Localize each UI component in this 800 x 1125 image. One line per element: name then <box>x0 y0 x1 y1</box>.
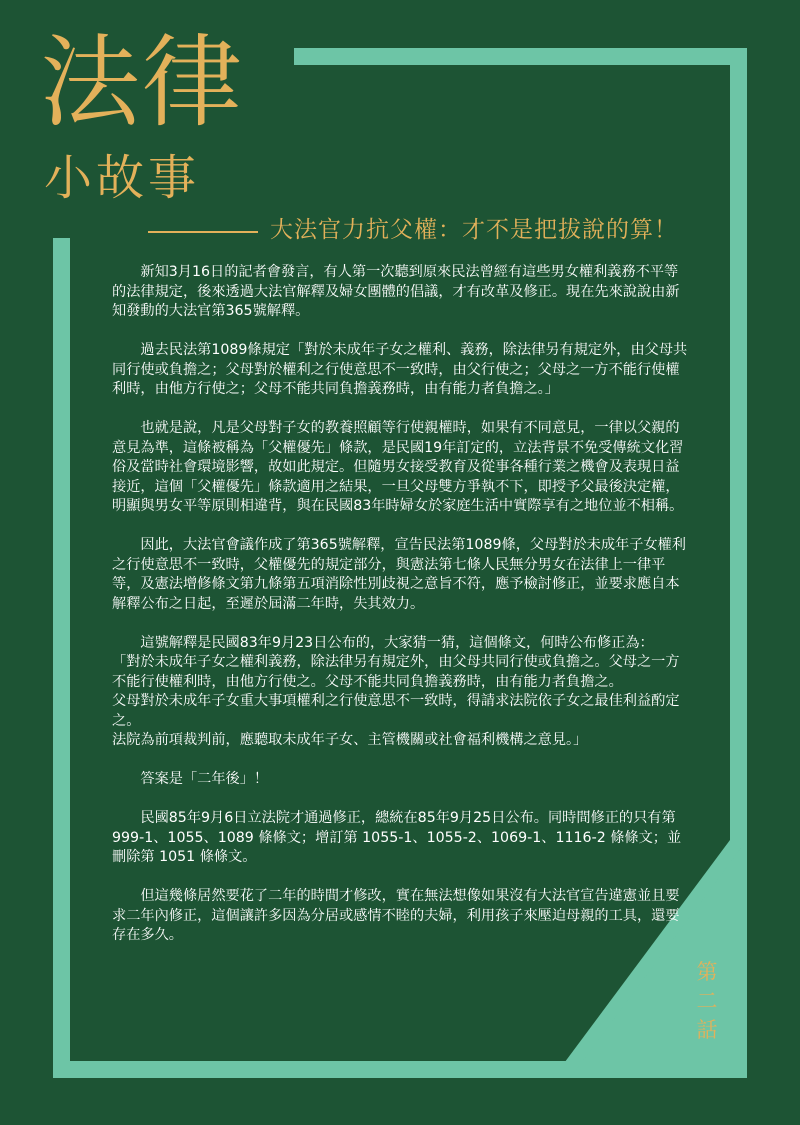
quote-line-2: 父母對於未成年子女重大事項權利之行使意思不一致時，得請求法院依子女之最佳利益酌定之。 <box>112 693 680 729</box>
episode-label <box>693 958 721 1045</box>
paragraph-amendment: 民國85年9月6日立法院才通過修正，總統在85年9月25日公布。同時間修正的只有第999-1、1055、1089 條條文；增訂第 1055-1、1055-2、1069-1、1116-2 條條文；並刪除第 1051 條條文。 <box>112 810 682 865</box>
episode-char-2: 二 <box>696 989 718 1013</box>
title-sub: 小故事 <box>44 150 201 206</box>
episode-char-1: 第 <box>696 960 718 984</box>
answer-paragraph: 答案是「二年後」！ <box>140 771 269 787</box>
article-body <box>112 263 690 965</box>
title-main: 法律 <box>40 24 244 141</box>
headline-dash <box>148 231 258 233</box>
episode-char-3: 話 <box>696 1018 718 1042</box>
quote-line-1: 「對於未成年子女之權利義務，除法律另有規定外，由父母共同行使或負擔之。父母之一方不能行使權利時，由他方行使之。父母不能共同負擔義務時，由有能力者負擔之。 <box>112 654 680 690</box>
paragraph-2: 過去民法第1089條規定「對於未成年子女之權利、義務，除法律另有規定外，由父母共同行使或負擔之；父母對於權利之行使意思不一致時，由父行使之；父母之一方不能行使權利時，由他方行使之；父母不能共同負擔義務時，由有能力者負擔之。」 <box>112 342 688 397</box>
paragraph-4: 因此，大法官會議作成了第365號解釋，宣告民法第1089條，父母對於未成年子女權利之行使意思不一致時，父權優先的規定部分，與憲法第七條人民無分男女在法律上一律平等，及憲法增修條文第九條第五項消除性別歧視之意旨不符，應予檢討修正，並要求應自本解釋公布之日起，至遲於屆滿二年時，失其效力。 <box>112 537 686 612</box>
headline: 大法官力抗父權：才不是把拔說的算！ <box>270 217 678 243</box>
paragraph-3: 也就是說，凡是父母對子女的教養照顧等行使親權時，如果有不同意見，一律以父親的意見為準，這條被稱為「父權優先」條款，是民國19年訂定的，立法背景不免受傳統文化習俗及當時社會環境影響，故如此規定。但隨男女接受教育及從事各種行業之機會及表現日益接近，這個「父權優先」條款適用之結果，一旦父母雙方爭執不下，即授予父最後決定權，明顯與男女平等原則相違背，與在民國83年時婦女於家庭生活中實際享有之地位並不相稱。 <box>112 420 684 514</box>
paragraph-1: 新知3月16日的記者會發言，有人第一次聽到原來民法曾經有這些男女權利義務不平等的法律規定，後來透過大法官解釋及婦女團體的倡議，才有改革及修正。現在先來說說由新知發動的大法官第365號解釋。 <box>112 264 680 319</box>
paragraph-conclusion: 但這幾條居然要花了二年的時間才修改，實在無法想像如果沒有大法官宣告違憲並且要求二年內修正，這個讓許多因為分居或感情不睦的夫婦，利用孩子來壓迫母親的工具，還要存在多久。 <box>112 888 680 943</box>
paragraph-5: 這號解釋是民國83年9月23日公布的，大家猜一猜，這個條文，何時公布修正為： <box>140 634 654 651</box>
quote-line-3: 法院為前項裁判前，應聽取未成年子女、主管機關或社會福利機構之意見。」 <box>112 732 588 748</box>
